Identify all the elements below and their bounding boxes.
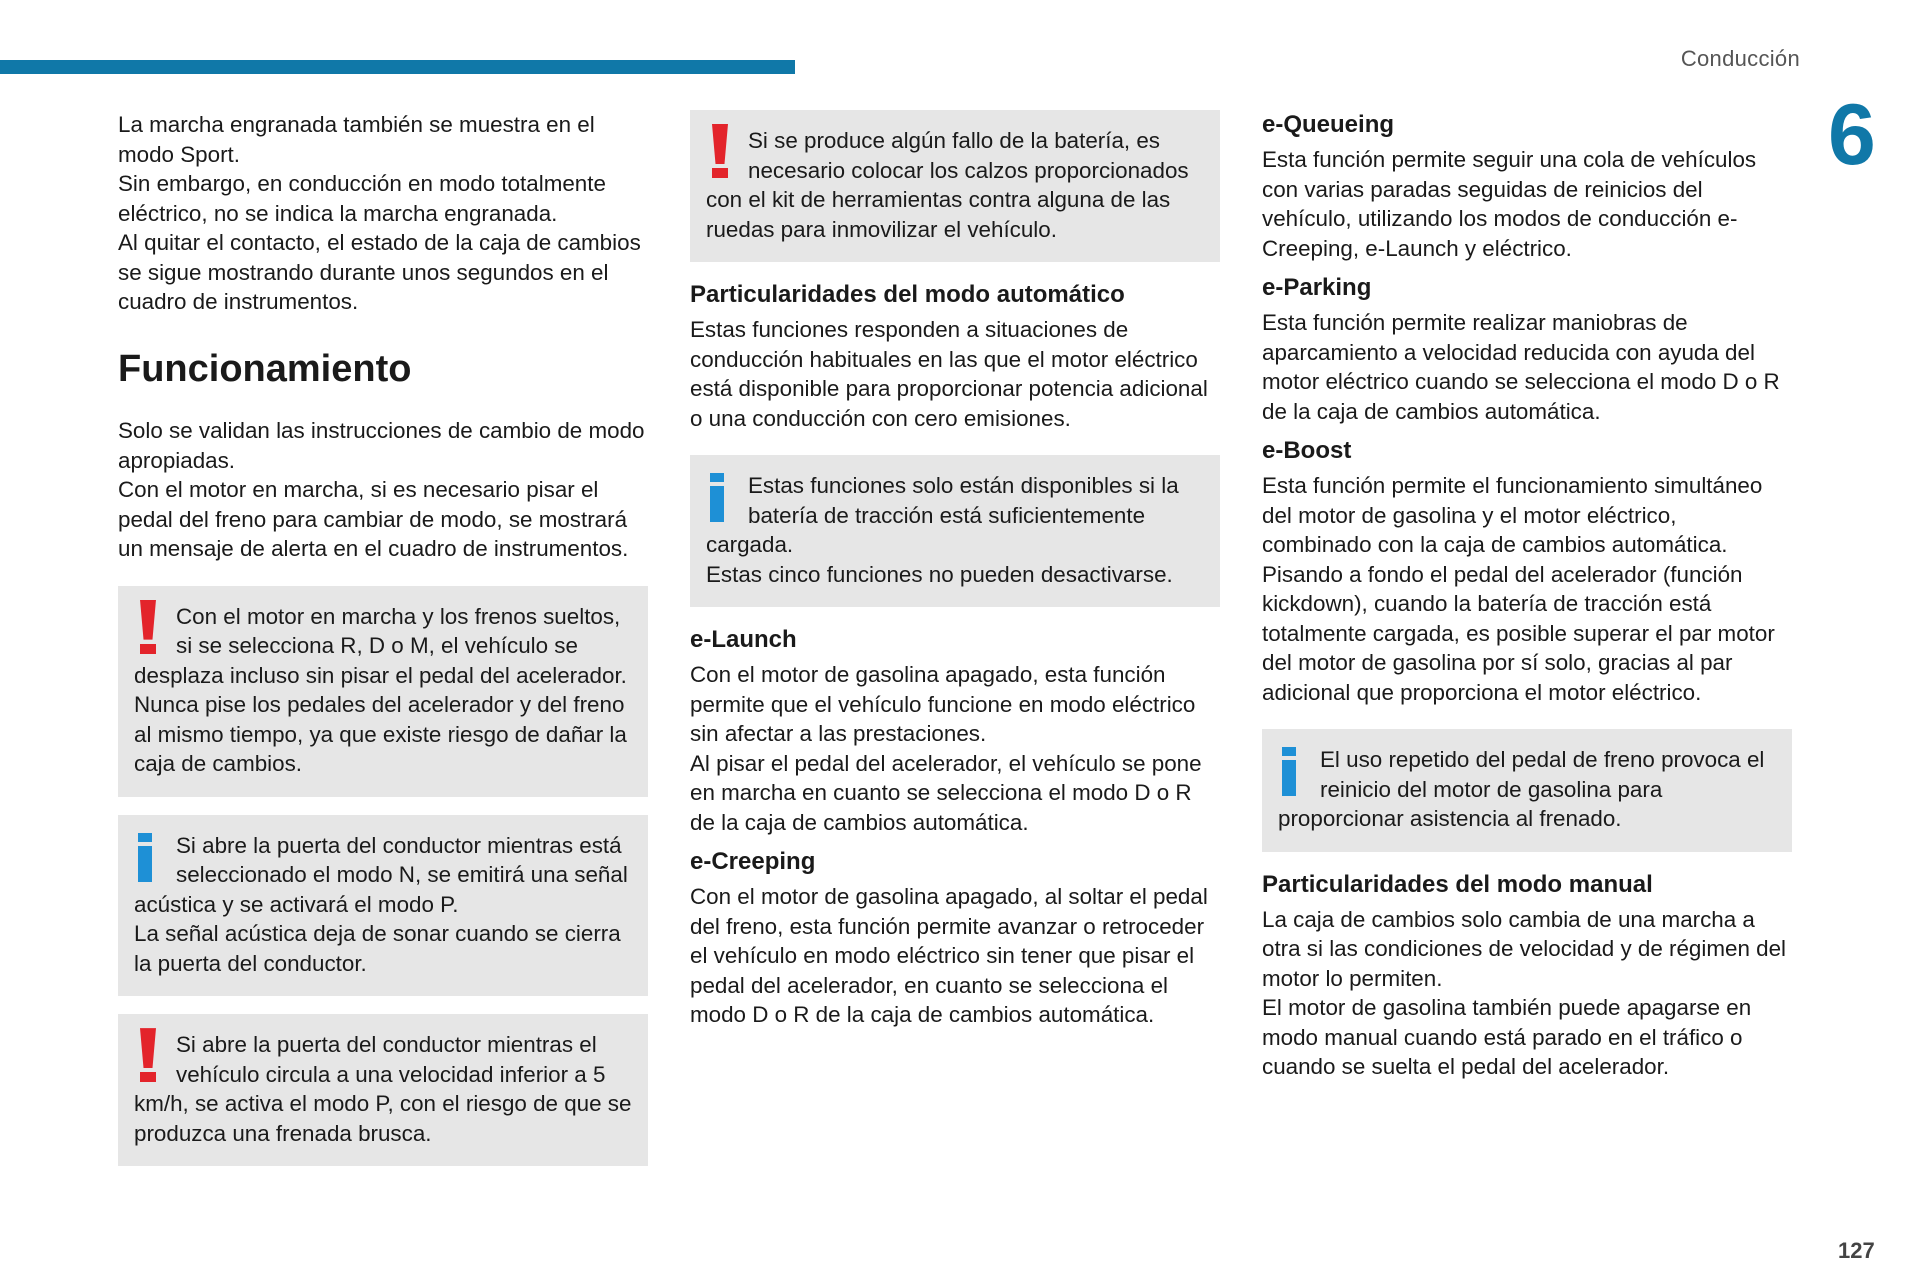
paragraph: Estas funciones responden a situaciones de conducción habituales en las que el motor eléctrico está disponible para proporcionar potencia adicional o una conducción con cero emisiones. bbox=[690, 317, 1208, 431]
subsection-heading: Particularidades del modo automático bbox=[690, 281, 1125, 308]
info-note bbox=[118, 815, 648, 997]
paragraph: Pisando a fondo el pedal del acelerador (función kickdown), cuando la batería de tracción está totalmente cargada, es posible superar el par motor del motor de gasolina por sí solo, gracias al par adicional que proporciona el motor eléctrico. bbox=[1262, 561, 1775, 705]
paragraph: Sin embargo, en conducción en modo totalmente eléctrico, no se indica la marcha engranada. bbox=[118, 171, 606, 226]
paragraph: Al pisar el pedal del acelerador, el vehículo se pone en marcha en cuanto se selecciona el modo D o R de la caja de cambios automática. bbox=[690, 750, 1202, 835]
warning-text: Si abre la puerta del conductor mientras el vehículo circula a una velocidad inferior a 5 km/h, se activa el modo P, con el riesgo de que se produzca una frenada brusca. bbox=[134, 1032, 632, 1146]
info-icon bbox=[1278, 743, 1312, 799]
paragraph: Con el motor de gasolina apagado, esta función permite que el vehículo funcione en modo eléctrico sin afectar a las prestaciones. bbox=[690, 662, 1196, 746]
warning-text: Nunca pise los pedales del acelerador y del freno al mismo tiempo, ya que existe riesgo de dañar la caja de cambios. bbox=[134, 692, 627, 777]
page-number: 127 bbox=[1838, 1238, 1875, 1263]
warning-note bbox=[690, 110, 1220, 262]
paragraph: Esta función permite realizar maniobras de aparcamiento a velocidad reducida con ayuda del motor eléctrico cuando se selecciona el modo D o R de la caja de cambios automática. bbox=[1262, 310, 1780, 424]
info-text: Si abre la puerta del conductor mientras está seleccionado el modo N, se emitirá una señal acústica y se activará el modo P. bbox=[134, 832, 628, 917]
warning-text: Con el motor en marcha y los frenos sueltos, si se selecciona R, D o M, el vehículo se desplaza incluso sin pisar el pedal del acelerador. bbox=[134, 603, 627, 688]
header-accent-bar bbox=[0, 60, 795, 74]
info-text: Estas cinco funciones no pueden desactivarse. bbox=[706, 561, 1173, 587]
info-text: El uso repetido del pedal de freno provoca el reinicio del motor de gasolina para proporcionar asistencia al frenado. bbox=[1278, 747, 1765, 831]
paragraph: Esta función permite el funcionamiento simultáneo del motor de gasolina y el motor eléctrico, combinado con la caja de cambios automática. bbox=[1262, 473, 1763, 557]
warning-note bbox=[118, 1014, 648, 1166]
section-heading: Funcionamiento bbox=[118, 347, 412, 390]
paragraph: Con el motor de gasolina apagado, al soltar el pedal del freno, esta función permite avanzar o retroceder el vehículo en modo eléctrico sin tener que pisar el pedal del acelerador, en cuanto se selecciona el modo D o R de la caja de cambios automática. bbox=[690, 884, 1208, 1027]
subsection-heading: e-Parking bbox=[1262, 274, 1372, 301]
info-note bbox=[1262, 729, 1792, 852]
column-left bbox=[118, 110, 648, 1184]
paragraph: Solo se validan las instrucciones de cambio de modo apropiadas. bbox=[118, 418, 645, 473]
paragraph: Al quitar el contacto, el estado de la caja de cambios se sigue mostrando durante unos segundos en el cuadro de instrumentos. bbox=[118, 230, 641, 314]
warning-text: Si se produce algún fallo de la batería, es necesario colocar los calzos proporcionados con el kit de herramientas contra alguna de las ruedas para inmovilizar el vehículo. bbox=[706, 128, 1189, 242]
paragraph: Esta función permite seguir una cola de vehículos con varias paradas seguidas de reinicios del vehículo, utilizando los modos de conducción e-Creeping, e-Launch y eléctrico. bbox=[1262, 147, 1757, 261]
chapter-number: 6 bbox=[1828, 87, 1876, 183]
paragraph: La marcha engranada también se muestra en el modo Sport. bbox=[118, 112, 595, 167]
column-middle bbox=[690, 110, 1220, 1030]
info-icon bbox=[706, 469, 740, 525]
paragraph: La caja de cambios solo cambia de una marcha a otra si las condiciones de velocidad y de régimen del motor lo permiten. bbox=[1262, 906, 1786, 991]
subsection-heading: e-Creeping bbox=[690, 848, 816, 875]
warning-note bbox=[118, 586, 648, 797]
paragraph: El motor de gasolina también puede apagarse en modo manual cuando está parado en el tráfico o cuando se suelta el pedal del acelerador. bbox=[1262, 995, 1752, 1079]
warning-icon bbox=[706, 124, 740, 180]
info-icon bbox=[134, 829, 168, 885]
subsection-heading: e-Launch bbox=[690, 626, 797, 653]
subsection-heading: e-Queueing bbox=[1262, 111, 1395, 138]
paragraph: Con el motor en marcha, si es necesario pisar el pedal del freno para cambiar de modo, se mostrará un mensaje de alerta en el cuadro de instrumentos. bbox=[118, 477, 629, 562]
column-right bbox=[1262, 110, 1792, 1082]
warning-icon bbox=[134, 1028, 168, 1084]
info-text: Estas funciones solo están disponibles si la batería de tracción está suficientemente cargada. bbox=[706, 473, 1179, 557]
subsection-heading: Particularidades del modo manual bbox=[1262, 870, 1653, 898]
warning-icon bbox=[134, 600, 168, 656]
info-text: La señal acústica deja de sonar cuando se cierra la puerta del conductor. bbox=[134, 921, 621, 976]
section-title: Conducción bbox=[1680, 46, 1800, 71]
subsection-heading: e-Boost bbox=[1262, 437, 1352, 464]
info-note bbox=[690, 455, 1220, 607]
